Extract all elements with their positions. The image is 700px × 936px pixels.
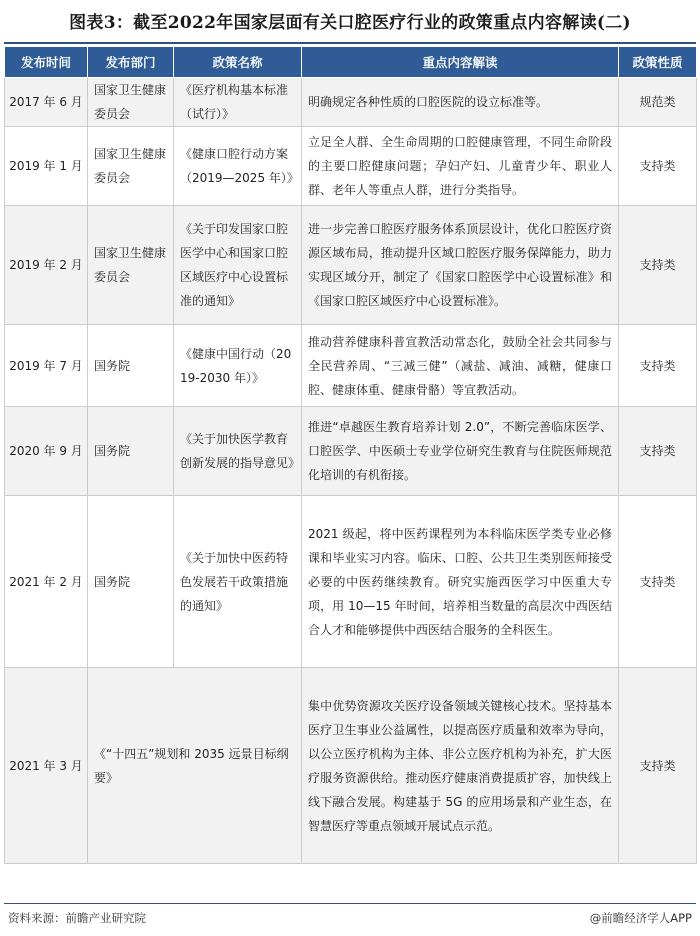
cell-dept: 国家卫生健康委员会 — [88, 127, 174, 206]
cell-dept: 国务院 — [88, 496, 174, 668]
cell-date: 2019 年 7 月 — [5, 325, 88, 407]
cell-date: 2017 年 6 月 — [5, 78, 88, 127]
cell-type: 支持类 — [619, 127, 697, 206]
table-row — [5, 78, 697, 127]
table-row — [5, 206, 697, 325]
table-row — [5, 407, 697, 496]
header-date: 发布时间 — [5, 47, 88, 78]
footer-divider — [4, 903, 696, 904]
cell-date: 2021 年 3 月 — [5, 668, 88, 864]
cell-content: 集中优势资源攻关医疗设备领域关键核心技术。坚持基本医疗卫生事业公益属性，以提高医疗质量和效率为导向，以公立医疗机构为主体、非公立医疗机构为补充，扩大医疗服务资源供给。推动医疗健康消费提质扩容，加快线上线下融合发展。构建基于 5G 的应用场景和产业生态，在智慧医疗等重点领域开展试点示范。 — [302, 668, 619, 864]
cell-content: 进一步完善口腔医疗服务体系顶层设计，优化口腔医疗资源区域布局，推动提升区域口腔医疗服务保障能力，助力实现区域分开，制定了《国家口腔医学中心设置标准》和《国家口腔区域医疗中心设置标准》。 — [302, 206, 619, 325]
cell-name: 《关于加快医学教育创新发展的指导意见》 — [174, 407, 302, 496]
policy-table — [4, 46, 697, 864]
header-content: 重点内容解读 — [302, 47, 619, 78]
table-header-row — [5, 47, 697, 78]
cell-name: 《关于加快中医药特色发展若干政策措施的通知》 — [174, 496, 302, 668]
cell-name: 《医疗机构基本标准（试行）》 — [174, 78, 302, 127]
cell-content: 立足全人群、全生命周期的口腔健康管理，不同生命阶段的主要口腔健康问题；孕妇产妇、儿童青少年、职业人群、老年人等重点人群，进行分类指导。 — [302, 127, 619, 206]
cell-type: 支持类 — [619, 325, 697, 407]
cell-name: 《“十四五”规划和 2035 远景目标纲要》 — [88, 668, 302, 864]
cell-name: 《健康中国行动（2019-2030 年）》 — [174, 325, 302, 407]
cell-dept: 国家卫生健康委员会 — [88, 78, 174, 127]
source-note: 资料来源：前瞻产业研究院 — [8, 911, 146, 925]
cell-type: 支持类 — [619, 407, 697, 496]
table-row — [5, 127, 697, 206]
page-title: 图表3：截至2022年国家层面有关口腔医疗行业的政策重点内容解读(二) — [69, 13, 631, 33]
cell-content: 明确规定各种性质的口腔医院的设立标准等。 — [302, 78, 619, 127]
cell-type: 支持类 — [619, 668, 697, 864]
header-type: 政策性质 — [619, 47, 697, 78]
header-dept: 发布部门 — [88, 47, 174, 78]
cell-date: 2019 年 1 月 — [5, 127, 88, 206]
cell-type: 支持类 — [619, 496, 697, 668]
cell-dept: 国务院 — [88, 325, 174, 407]
footer — [8, 910, 692, 928]
cell-type: 支持类 — [619, 206, 697, 325]
cell-content: 推动营养健康科普宣教活动常态化，鼓励全社会共同参与全民营养周、“三减三健”（减盐、减油、减糖，健康口腔、健康体重、健康骨骼）等宣教活动。 — [302, 325, 619, 407]
table-row — [5, 496, 697, 668]
cell-type: 规范类 — [619, 78, 697, 127]
table-row — [5, 325, 697, 407]
cell-date: 2019 年 2 月 — [5, 206, 88, 325]
cell-dept: 国家卫生健康委员会 — [88, 206, 174, 325]
title-divider — [4, 42, 696, 44]
header-name: 政策名称 — [174, 47, 302, 78]
cell-date: 2021 年 2 月 — [5, 496, 88, 668]
cell-name: 《健康口腔行动方案（2019—2025 年）》 — [174, 127, 302, 206]
cell-name: 《关于印发国家口腔医学中心和国家口腔区域医疗中心设置标准的通知》 — [174, 206, 302, 325]
cell-content: 2021 级起，将中医药课程列为本科临床医学类专业必修课和毕业实习内容。临床、口腔、公共卫生类别医师接受必要的中医药继续教育。研究实施西医学习中医重大专项，用 10—15 年时间，培养相当数量的高层次中西医结合人才和能够提供中西医结合服务的全科医生。 — [302, 496, 619, 668]
table-row — [5, 668, 697, 864]
brand-credit: @前瞻经济学人APP — [589, 911, 692, 925]
cell-dept: 国务院 — [88, 407, 174, 496]
cell-content: 推进“卓越医生教育培养计划 2.0”，不断完善临床医学、口腔医学、中医硕士专业学位研究生教育与住院医师规范化培训的有机衔接。 — [302, 407, 619, 496]
cell-date: 2020 年 9 月 — [5, 407, 88, 496]
